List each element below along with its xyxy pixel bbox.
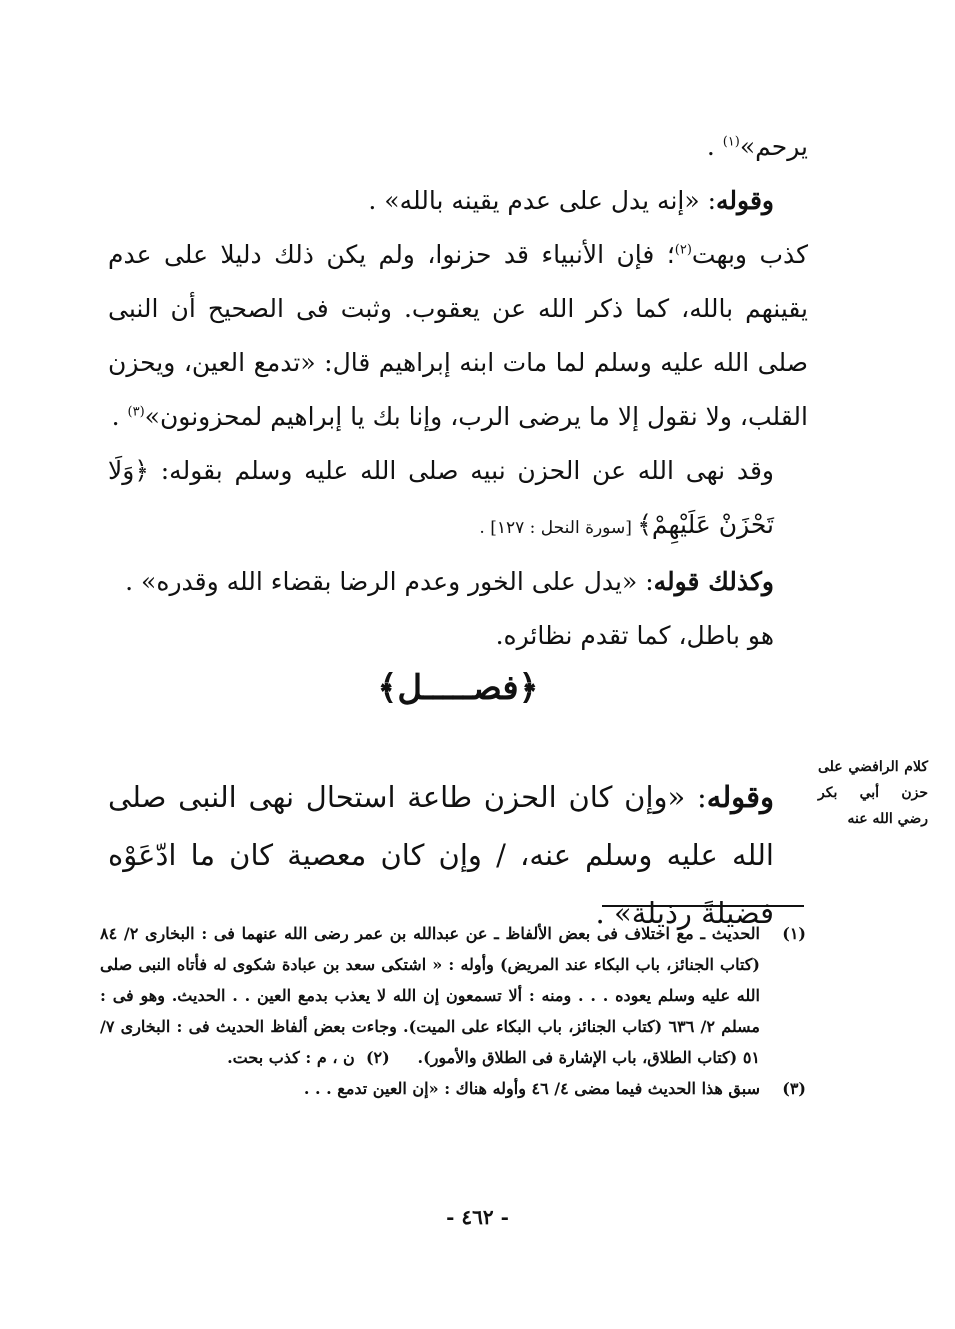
paragraph-7 bbox=[108, 768, 808, 942]
footnote-marker: (١) bbox=[722, 134, 740, 150]
footnote-separator bbox=[602, 905, 804, 907]
paragraph-4 bbox=[108, 444, 808, 555]
margin-note: كلام الرافضي على حزن أبي بكر رضي الله عنه bbox=[818, 759, 928, 827]
footnote-number: (٣) bbox=[782, 1079, 806, 1098]
page-number: - ٤٦٢ - bbox=[446, 1205, 509, 1229]
main-text bbox=[108, 120, 808, 663]
footnote-marker: (٢) bbox=[674, 242, 692, 258]
paragraph-6 bbox=[108, 609, 808, 663]
footnote-text: سبق هذا الحديث فيما مضى ٤/ ٤٦ وأوله هناك : «إن العين تدمع . . . bbox=[303, 1079, 760, 1098]
footnote-3 bbox=[100, 1073, 806, 1104]
quran-reference: [سورة النحل : ١٢٧] . bbox=[479, 518, 638, 538]
footnote-body bbox=[100, 918, 760, 1073]
keyword: وقوله bbox=[716, 186, 774, 215]
section-text bbox=[108, 768, 808, 942]
keyword: وكذلك قوله bbox=[653, 567, 774, 596]
text-run: . bbox=[706, 132, 723, 161]
footnote-1 bbox=[100, 918, 806, 1073]
paragraph-1 bbox=[108, 120, 808, 174]
paragraph-5 bbox=[108, 555, 808, 609]
text-run: هو باطل، كما تقدم نظائره. bbox=[495, 621, 774, 650]
text-run: يرحم» bbox=[739, 132, 808, 161]
text-run: : «يدل على الخور وعدم الرضا بقضاء الله وقدره» . bbox=[125, 567, 654, 596]
footnote-text: ن ، م : كذب بحت. bbox=[227, 1048, 355, 1067]
footnotes bbox=[100, 918, 806, 1104]
text-run: وقد نهى الله عن الحزن نبيه صلى الله عليه وسلم بقوله: ﴿وَلَا تَحْزَنْ عَلَيْهِمْ﴾ bbox=[108, 456, 774, 539]
footnote-number: (٢) bbox=[365, 1048, 390, 1067]
text-run: : «إنه يدل على عدم يقينه بالله» . bbox=[368, 186, 717, 215]
keyword: وقوله bbox=[706, 780, 774, 814]
text-run: . bbox=[111, 402, 128, 431]
footnote-text: الحديث ـ مع اختلاف فى بعض الألفاظ ـ عن عبدالله بن عمر رضى الله عنهما فى : البخارى ٢/ ٨٤ (كتاب الجنائز، باب البكاء عند المريض) وأوله : « اشتكى سعد بن عبادة شكوى له فأتاه النبى صلى الله عليه وسلم يعوده . . . ومنه : ألا تسمعون إن الله لا يعذب بدمع العين . . الحديث. وهو فى : مسلم ٢/ ٦٣٦ (كتاب الجنائز، باب البكاء على الميت). وجاءت بعض ألفاظ الحديث فى : البخارى ٧/ ٥١ (كتاب الطلاق، باب الإشارة فى الطلاق والأمور). bbox=[100, 924, 761, 1067]
text-run: كذب وبهت bbox=[691, 240, 809, 269]
paragraph-2 bbox=[108, 174, 808, 228]
text-run: : «وإن كان الحزن طاعة استحال نهى النبى صلى الله عليه وسلم عنه، / وإن كان معصية كان ما ادّعَوْه فضيلةً رذيلة» . bbox=[108, 780, 774, 930]
text-run: ؛ فإن الأنبياء قد حزنوا، ولم يكن ذلك دليلا على عدم يقينهم بالله، كما ذكر الله عن يعقوب. وثبت فى الصحيح أن النبى صلى الله عليه وسلم لما مات ابنه إبراهيم قال: «تدمع العين، ويحزن القلب، ولا نقول إلا ما يرضى الرب، وإنا بك يا إبراهيم لمحزونون» bbox=[108, 240, 808, 431]
footnote-number: (١) bbox=[782, 924, 806, 943]
paragraph-3 bbox=[108, 228, 808, 444]
section-title: ﴿فصـــــل﴾ bbox=[377, 668, 539, 708]
footnote-marker: (٣) bbox=[127, 404, 145, 420]
